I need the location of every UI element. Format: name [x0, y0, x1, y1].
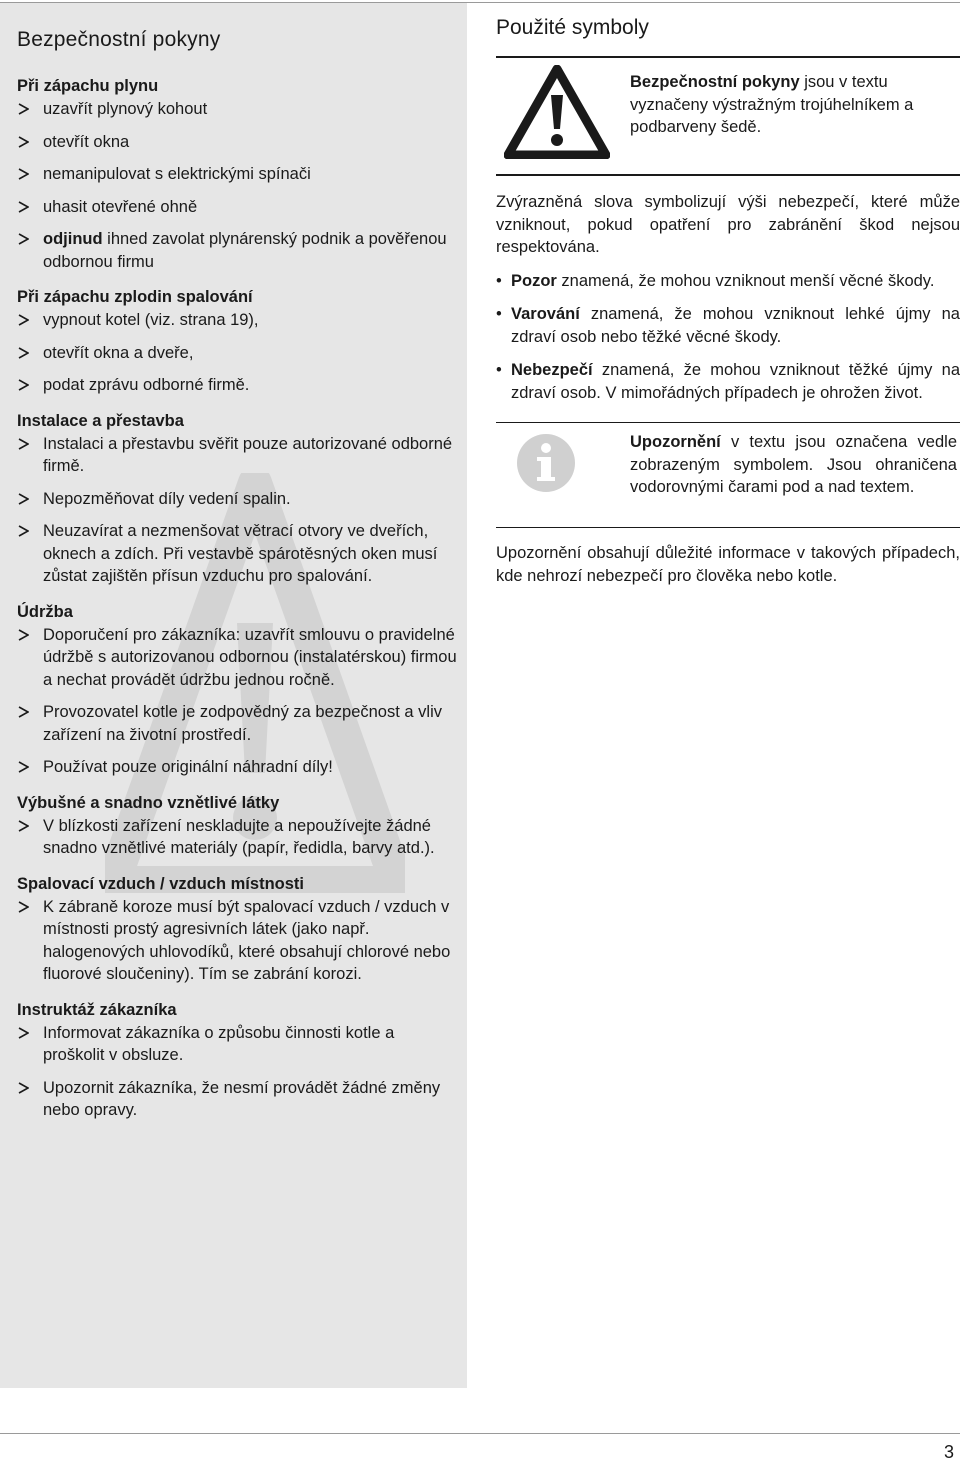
- arrow-bullet-icon: [18, 379, 29, 391]
- list-item: [17, 624, 457, 692]
- arrow-bullet-icon: [18, 1027, 29, 1039]
- section-heading: Instruktáž zákazníka: [17, 1000, 177, 1019]
- bullet-text: znamená, že mohou vzniknout těžké újmy na zdraví osob. V mimořádných případech je ohrožen život.: [511, 361, 960, 402]
- divider: [496, 174, 960, 176]
- item-text: Provozovatel kotle je zodpovědný za bezpečnost a vliv zařízení na životní prostředí.: [43, 703, 442, 744]
- arrow-bullet-icon: [18, 103, 29, 115]
- intro-paragraph: Zvýrazněná slova symbolizují výši nebezpečí, které může vzniknout, pokud opatření pro zabránění škod nejsou respektována.: [496, 193, 960, 256]
- section-heading: Spalovací vzduch / vzduch místnosti: [17, 874, 304, 893]
- arrow-bullet-icon: [18, 901, 29, 913]
- section: [17, 410, 457, 588]
- bullet-label: Nebezpečí: [511, 361, 593, 379]
- item-text: vypnout kotel (viz. strana 19),: [43, 311, 259, 329]
- section: [17, 75, 457, 273]
- notice-bold: Upozornění: [630, 433, 721, 451]
- list-item: [17, 98, 457, 121]
- list-item: [17, 488, 457, 511]
- arrow-bullet-icon: [18, 201, 29, 213]
- safety-panel: [0, 3, 467, 1388]
- item-text: otevřít okna a dveře,: [43, 343, 194, 362]
- arrow-bullet-icon: [18, 233, 29, 245]
- list-item: [17, 896, 457, 986]
- list-item: [17, 309, 457, 332]
- section-heading: Při zápachu zplodin spalování: [17, 288, 253, 306]
- list-item: [17, 520, 457, 588]
- divider: [496, 527, 960, 528]
- safety-instructions: [17, 28, 457, 1135]
- section-heading: Při zápachu plynu: [17, 77, 159, 95]
- section: [17, 286, 457, 397]
- arrow-bullet-icon: [18, 525, 29, 537]
- item-text: uzavřít plynový kohout: [43, 100, 208, 118]
- notice-text: v textu jsou označena vedle zobrazeným symbolem. Jsou ohraničena vodorovnými čarami pod a nad textem.: [630, 433, 957, 496]
- bullet-text: znamená, že mohou vzniknout lehké újmy na zdraví osob nebo těžké věcné škody.: [511, 305, 960, 346]
- list-item: [17, 196, 457, 219]
- item-text: otevřít okna: [43, 132, 130, 151]
- bullet-label: Pozor: [511, 271, 557, 290]
- symbols-title: Použité symboly: [496, 16, 649, 39]
- item-text: Upozornit zákazníka, že nesmí provádět žádné změny nebo opravy.: [43, 1078, 441, 1119]
- item-text: ihned zavolat plynárenský podnik a pověřenou odbornou firmu: [43, 230, 447, 271]
- safety-title: Bezpečnostní pokyny: [17, 28, 221, 51]
- bottom-rule: [0, 1433, 960, 1434]
- notice-description: [630, 431, 957, 499]
- item-text: Informovat zákazníka o způsobu činnosti kotle a proškolit v obsluze.: [43, 1023, 395, 1064]
- list-item: [17, 815, 457, 860]
- list-item: [17, 701, 457, 746]
- section-heading: Výbušné a snadno vznětlivé látky: [17, 793, 280, 812]
- bullet-varovani: • Varování znamená, že mohou vzniknout lehké újmy na zdraví osob nebo těžké věcné škody.: [496, 305, 960, 346]
- item-text: Instalaci a přestavbu svěřit pouze autorizované odborné firmě.: [43, 434, 453, 475]
- page-number: 3: [943, 1442, 954, 1462]
- list-item: [17, 1077, 457, 1122]
- list-item: [17, 131, 457, 154]
- arrow-bullet-icon: [18, 706, 29, 718]
- bullet-label: Varování: [511, 305, 580, 323]
- arrow-bullet-icon: [18, 168, 29, 180]
- item-bold: odjinud: [43, 230, 103, 248]
- item-text: V blízkosti zařízení neskladujte a nepoužívejte žádné snadno vznětlivé materiály (papír, ředidla, barvy atd.).: [43, 816, 435, 857]
- list-item: [17, 433, 457, 478]
- arrow-bullet-icon: [18, 1082, 29, 1094]
- bullet-pozor: • Pozor znamená, že mohou vzniknout menší věcné škody.: [496, 271, 935, 290]
- item-text: Neuzavírat a nezmenšovat větrací otvory ve dveřích, oknech a zdích. Při vestavbě spárotěsných oken musí zůstat zajištěn přísun vzduchu pro spalování.: [43, 522, 438, 585]
- arrow-bullet-icon: [18, 629, 29, 641]
- arrow-bullet-icon: [18, 347, 29, 359]
- warning-triangle-icon: [504, 65, 610, 159]
- info-icon: [516, 433, 576, 493]
- item-text: nemanipulovat s elektrickými spínači: [43, 165, 311, 183]
- list-item: [17, 1022, 457, 1067]
- bullet-text: znamená, že mohou vzniknout menší věcné škody.: [556, 271, 935, 290]
- warning-box: [496, 58, 960, 174]
- item-text: Doporučení pro zákazníka: uzavřít smlouvu o pravidelné údržbě s autorizovanou odbornou (instalatérskou) firmou a nechat provádět údržbu jednou ročně.: [43, 625, 457, 689]
- item-text: podat zprávu odborné firmě.: [43, 376, 250, 394]
- warning-text: jsou v textu vyznačeny výstražným trojúhelníkem a podbarveny šedě.: [630, 73, 914, 136]
- arrow-bullet-icon: [18, 761, 29, 773]
- symbols-column: [496, 14, 960, 587]
- notice-box: [496, 423, 960, 527]
- item-text: uhasit otevřené ohně: [43, 197, 198, 216]
- arrow-bullet-icon: [18, 136, 29, 148]
- list-item: [17, 228, 457, 273]
- list-item: [17, 374, 457, 397]
- arrow-bullet-icon: [18, 493, 29, 505]
- arrow-bullet-icon: [18, 314, 29, 326]
- section-heading: Údržba: [17, 602, 73, 621]
- section: [17, 601, 457, 779]
- warning-bold: Bezpečnostní pokyny: [630, 73, 800, 91]
- section-heading: Instalace a přestavba: [17, 411, 184, 430]
- item-text: K zábraně koroze musí být spalovací vzduch / vzduch v místnosti prostý agresivních látek (jako např. halogenových uhlovodíků, které obsahují chlorové nebo fluorové sloučeniny). Tím se zabrání korozi.: [43, 897, 451, 983]
- item-text: Používat pouze originální náhradní díly!: [43, 758, 333, 776]
- section: [17, 792, 457, 860]
- arrow-bullet-icon: [18, 438, 29, 450]
- warning-description: [630, 71, 950, 139]
- outro-paragraph: Upozornění obsahují důležité informace v takových případech, kde nehrozí nebezpečí pro člověka nebo kotle.: [496, 544, 960, 585]
- item-text: Nepozměňovat díly vedení spalin.: [43, 489, 291, 508]
- bullet-nebezpeci: • Nebezpečí znamená, že mohou vzniknout těžké újmy na zdraví osob. V mimořádných případech je ohrožen život.: [496, 361, 960, 402]
- list-item: [17, 163, 457, 186]
- list-item: [17, 342, 457, 365]
- section: [17, 999, 457, 1122]
- list-item: [17, 756, 457, 779]
- arrow-bullet-icon: [18, 820, 29, 832]
- section: [17, 873, 457, 986]
